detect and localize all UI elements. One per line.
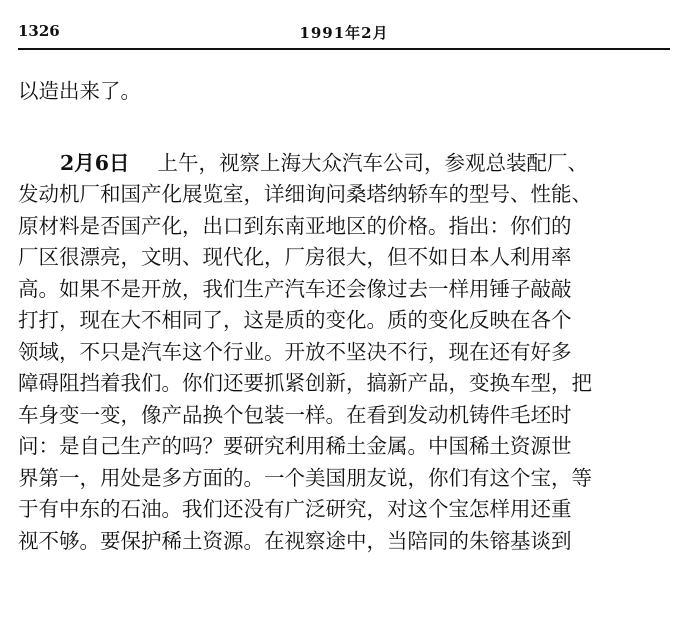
text-line-content: 上午，视察上海大众汽车公司，参观总装配厂、 xyxy=(157,150,589,175)
text-line xyxy=(18,148,678,180)
text-line: 领域，不只是汽车这个行业。开放不坚决不行，现在还有好多 xyxy=(18,339,572,364)
entry-paragraph xyxy=(18,148,678,558)
text-line: 视不够。要保护稀土资源。在视察途中，当陪同的朱镕基谈到 xyxy=(18,528,572,553)
running-title: 1991年2月 xyxy=(299,24,389,42)
text-line: 问：是自己生产的吗？要研究利用稀土金属。中国稀土资源世 xyxy=(18,434,572,458)
page-header xyxy=(18,22,670,48)
text-line: 打打，现在大不相同了，这是质的变化。质的变化反映在各个 xyxy=(18,308,572,332)
document-body xyxy=(18,76,678,557)
continuation-paragraph xyxy=(18,76,678,108)
text-line: 界第一，用处是多方面的。一个美国朋友说，你们有这个宝，等 xyxy=(18,465,592,490)
text-line: 以造出来了。 xyxy=(18,79,141,103)
text-line: 障碍阻挡着我们。你们还要抓紧创新，搞新产品，变换车型，把 xyxy=(18,371,592,395)
text-line: 于有中东的石油。我们还没有广泛研究，对这个宝怎样用还重 xyxy=(18,497,572,521)
text-line: 原材料是否国产化，出口到东南亚地区的价格。指出：你们的 xyxy=(18,213,572,238)
text-line: 发动机厂和国产化展览室，详细询问桑塔纳轿车的型号、性能、 xyxy=(18,182,592,206)
entry-date: 2月6日 xyxy=(60,150,130,175)
text-line: 厂区很漂亮，文明、现代化，厂房很大，但不如日本人利用率 xyxy=(18,245,572,269)
header-rule xyxy=(18,48,670,50)
page-number: 1326 xyxy=(18,22,60,40)
text-line: 高。如果不是开放，我们生产汽车还会像过去一样用锤子敲敲 xyxy=(18,276,572,301)
text-line: 车身变一变，像产品换个包装一样。在看到发动机铸件毛坯时 xyxy=(18,402,572,427)
